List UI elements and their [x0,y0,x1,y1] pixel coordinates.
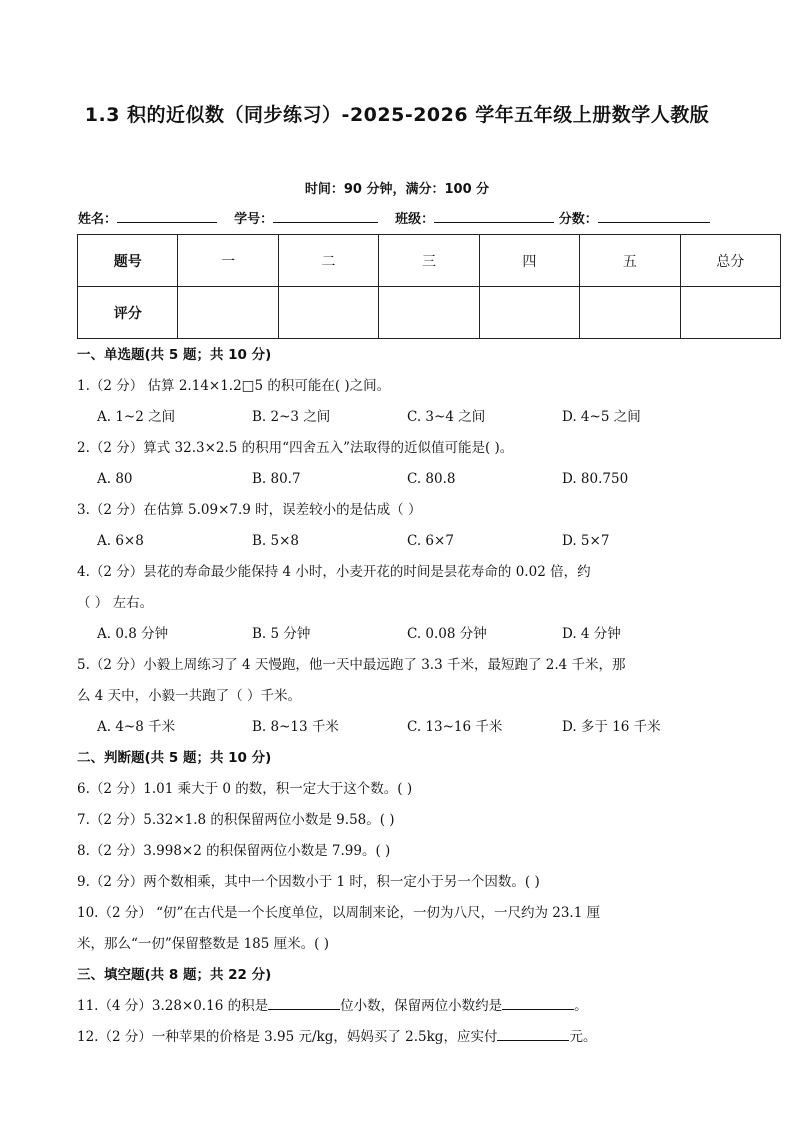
score-table-row-label: 评分 [78,287,178,339]
option[interactable]: B. 5×8 [252,533,299,549]
score-table-header-cell: 题号 [78,235,178,287]
question: 10.（2 分） “仞”在古代是一个长度单位，以周制来论，一仞为八尺，一尺约为 23.1 厘 [77,905,601,921]
score-table-header-cell: 二 [278,235,378,287]
score-table [77,234,781,339]
option[interactable]: A. 4~8 千米 [97,719,176,735]
option[interactable]: D. 4 分钟 [562,626,621,642]
class-label: 班级： [395,212,435,227]
score-cell[interactable] [580,287,680,339]
section-heading: 二、判断题(共 5 题；共 10 分) [77,750,272,766]
question-continuation: （ ） 左右。 [77,595,154,611]
score-table-header-cell: 五 [580,235,680,287]
student-id-label: 学号： [234,212,274,227]
option-row [77,712,757,743]
question [77,991,757,1022]
question-continuation: 么 4 天中，小毅一共跑了（ ）千米。 [77,688,301,704]
section-heading: 三、填空题(共 8 题；共 22 分) [77,967,272,983]
option[interactable]: A. 1~2 之间 [97,409,176,425]
name-label: 姓名： [78,212,118,227]
questions-body [77,340,757,1053]
student-info-line [78,208,710,227]
option-row [77,619,757,650]
question: 7.（2 分）5.32×1.8 的积保留两位小数是 9.58。( ) [77,812,395,828]
answer-blank[interactable] [497,1026,569,1041]
option-row [77,464,757,495]
score-label: 分数： [558,212,598,227]
question: 9.（2 分）两个数相乘，其中一个因数小于 1 时，积一定小于另一个因数。( ) [77,874,540,890]
score-cell[interactable] [680,287,780,339]
score-table-header-cell: 一 [178,235,278,287]
option[interactable]: A. 80 [97,471,133,487]
answer-blank[interactable] [268,995,340,1010]
question-text: 位小数，保留两位小数约是 [340,998,503,1014]
option-row [77,526,757,557]
answer-blank[interactable] [502,995,574,1010]
score-table-header-cell: 四 [479,235,579,287]
option[interactable]: A. 6×8 [97,533,144,549]
question-text: 。 [574,998,588,1014]
option[interactable]: D. 多于 16 千米 [562,719,661,735]
score-table-score-row [78,287,781,339]
question-text: 12.（2 分）一种苹果的价格是 3.95 元/kg，妈妈买了 2.5kg，应实付 [77,1029,498,1045]
option[interactable]: C. 13~16 千米 [407,719,503,735]
exam-subtitle: 时间：90 分钟，满分：100 分 [304,182,490,197]
score-table-header-cell: 三 [379,235,479,287]
question-text: 元。 [569,1029,597,1045]
option[interactable]: A. 0.8 分钟 [97,626,169,642]
score-blank[interactable] [598,210,710,223]
section-heading: 一、单选题(共 5 题；共 10 分) [77,347,272,363]
option[interactable]: D. 5×7 [562,533,610,549]
option[interactable]: B. 8~13 千米 [252,719,339,735]
question-text: 11.（4 分）3.28×0.16 的积是 [77,998,269,1014]
score-cell[interactable] [379,287,479,339]
question: 8.（2 分）3.998×2 的积保留两位小数是 7.99。( ) [77,843,391,859]
option[interactable]: C. 6×7 [407,533,454,549]
score-cell[interactable] [479,287,579,339]
question: 6.（2 分）1.01 乘大于 0 的数，积一定大于这个数。( ) [77,781,413,797]
option[interactable]: C. 3~4 之间 [407,409,486,425]
score-cell[interactable] [278,287,378,339]
option[interactable]: D. 80.750 [562,471,629,487]
option[interactable]: B. 80.7 [252,471,301,487]
option[interactable]: D. 4~5 之间 [562,409,641,425]
score-table-header-row [78,235,781,287]
score-table-header-cell: 总分 [680,235,780,287]
option[interactable]: B. 5 分钟 [252,626,311,642]
student-id-blank[interactable] [273,210,378,223]
question: 1.（2 分） 估算 2.14×1.2□5 的积可能在( )之间。 [77,378,391,394]
question: 4.（2 分）昙花的寿命最少能保持 4 小时，小麦开花的时间是昙花寿命的 0.02 倍，约 [77,564,591,580]
option[interactable]: B. 2~3 之间 [252,409,331,425]
question [77,1022,757,1053]
name-blank[interactable] [117,210,217,223]
option[interactable]: C. 80.8 [407,471,456,487]
class-blank[interactable] [434,210,554,223]
question-continuation: 米，那么“一仞”保留整数是 185 厘米。( ) [77,936,329,952]
score-cell[interactable] [178,287,278,339]
question: 2.（2 分）算式 32.3×2.5 的积用“四舍五入”法取得的近似值可能是( )。 [77,440,514,456]
question: 5.（2 分）小毅上周练习了 4 天慢跑，他一天中最远跑了 3.3 千米，最短跑了 2.4 千米，那 [77,657,626,673]
question: 3.（2 分）在估算 5.09×7.9 时，误差较小的是估成（ ） [77,502,422,518]
option-row [77,402,757,433]
option[interactable]: C. 0.08 分钟 [407,626,487,642]
page-title: 1.3 积的近似数（同步练习）-2025-2026 学年五年级上册数学人教版 [84,104,710,126]
